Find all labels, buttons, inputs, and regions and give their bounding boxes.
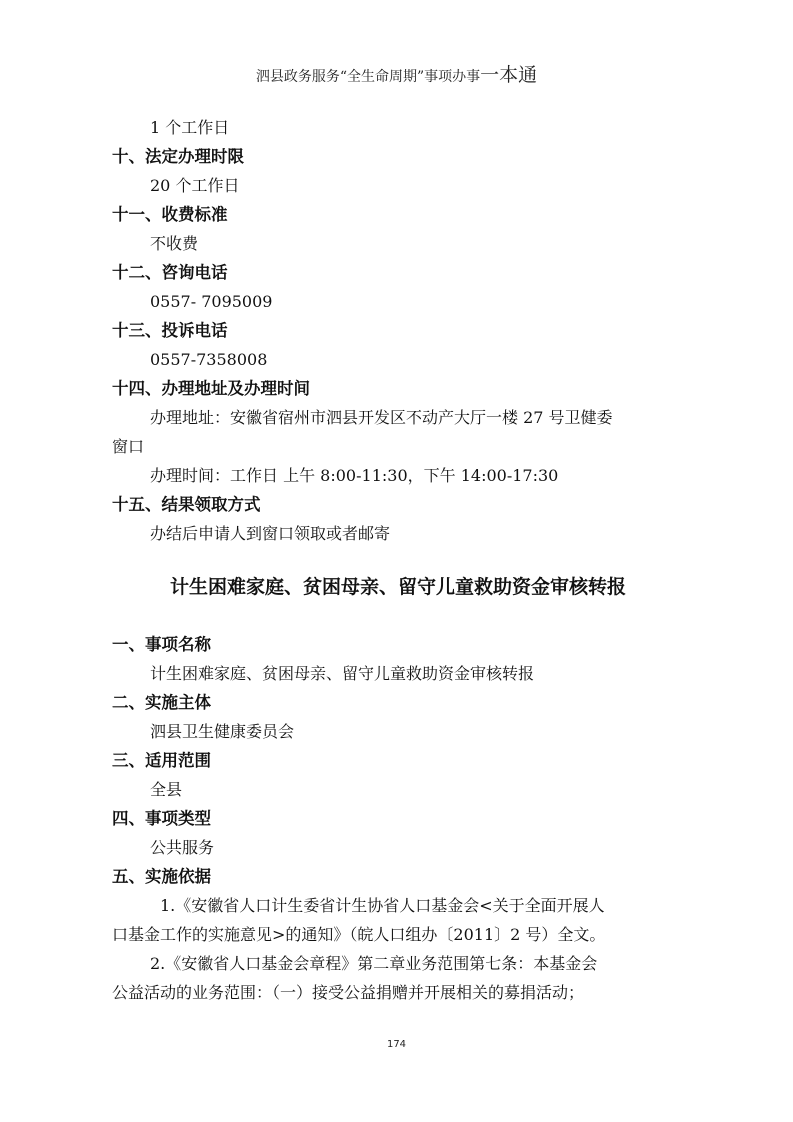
address-line-1: 办理地址：安徽省宿州市泗县开发区不动产大厅一楼 27 号卫健委 bbox=[150, 408, 613, 427]
basis-1-line-1: 1.《安徽省人口计生委省计生协省人口基金会<关于全面开展人 bbox=[160, 896, 605, 915]
basis-1-line-2: 口基金工作的实施意见>的通知》（皖人口组办〔2011〕2 号）全文。 bbox=[112, 925, 606, 944]
section-heading-complaint-phone: 十三、投诉电话 bbox=[112, 321, 228, 340]
section-heading-legal-time-limit: 十、法定办理时限 bbox=[112, 147, 244, 166]
page-content bbox=[112, 113, 684, 1007]
previous-item-value: 1 个工作日 bbox=[150, 118, 230, 137]
header-suffix: 一本通 bbox=[480, 64, 538, 86]
header-prefix: 泗县政务服务“全生命周期”事项办事 bbox=[255, 69, 481, 85]
section-text-consult-phone: 0557- 7095009 bbox=[150, 292, 273, 311]
section-heading-result-collection: 十五、结果领取方式 bbox=[112, 495, 261, 514]
section-text-item-type: 公共服务 bbox=[150, 838, 215, 857]
basis-2-line-1: 2.《安徽省人口基金会章程》第二章业务范围第七条：本基金会 bbox=[150, 954, 598, 973]
section-heading-scope: 三、适用范围 bbox=[112, 751, 211, 770]
section-title: 计生困难家庭、贫困母亲、留守儿童救助资金审核转报 bbox=[169, 576, 626, 598]
page-number: 174 bbox=[386, 1039, 407, 1050]
page-header bbox=[0, 60, 793, 87]
section-heading-legal-basis: 五、实施依据 bbox=[112, 867, 211, 886]
address-line-2: 窗口 bbox=[112, 437, 145, 456]
section-text-implementing-body: 泗县卫生健康委员会 bbox=[150, 722, 295, 741]
section-heading-consult-phone: 十二、咨询电话 bbox=[112, 263, 228, 282]
section-heading-address-hours: 十四、办理地址及办理时间 bbox=[112, 379, 310, 398]
section-heading-item-name: 一、事项名称 bbox=[112, 635, 211, 654]
section-text-legal-time-limit: 20 个工作日 bbox=[150, 176, 240, 195]
section-heading-implementing-body: 二、实施主体 bbox=[112, 693, 211, 712]
section-text-result-collection: 办结后申请人到窗口领取或者邮寄 bbox=[150, 524, 391, 543]
section-text-fee-standard: 不收费 bbox=[150, 234, 199, 253]
section-text-scope: 全县 bbox=[150, 780, 183, 799]
office-hours: 办理时间：工作日 上午 8:00-11:30，下午 14:00-17:30 bbox=[150, 466, 559, 485]
section-heading-item-type: 四、事项类型 bbox=[112, 809, 211, 828]
section-heading-fee-standard: 十一、收费标准 bbox=[112, 205, 228, 224]
section-text-item-name: 计生困难家庭、贫困母亲、留守儿童救助资金审核转报 bbox=[150, 664, 535, 683]
section-text-complaint-phone: 0557-7358008 bbox=[150, 350, 268, 369]
basis-2-line-2: 公益活动的业务范围：（一）接受公益捐赠并开展相关的募捐活动； bbox=[112, 983, 585, 1002]
